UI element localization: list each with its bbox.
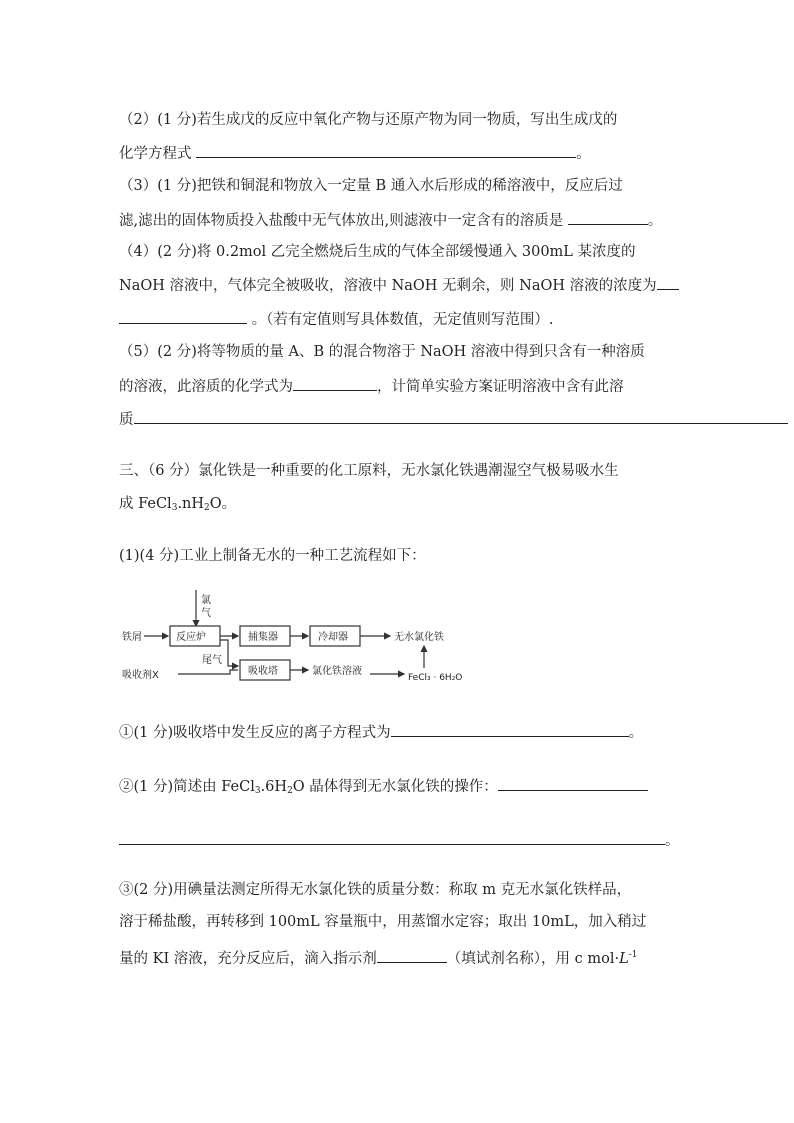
q-b-text: O 晶体得到无水氯化铁的操作：: [292, 779, 498, 795]
process-flow-diagram: [118, 588, 478, 690]
absorbent-label: 吸收剂X: [122, 670, 159, 681]
q5-line3-pre: 质: [119, 412, 134, 428]
chlorine-label-2: 气: [201, 608, 211, 619]
q-b-text: .6H: [260, 779, 288, 795]
collector-label: 捕集器: [248, 632, 278, 643]
section3-line2: [119, 494, 236, 518]
q5-answer-blank-b[interactable]: [134, 409, 788, 424]
q-b-line2-post: 。: [665, 833, 680, 849]
cooler-label: 冷却器: [318, 632, 348, 643]
absorbent-line: [178, 670, 238, 674]
q2-line2: [119, 143, 591, 164]
section3-line1: 三、（6 分）氯化铁是一种重要的化工原料，无水氯化铁遇潮湿空气极易吸水生: [119, 463, 619, 479]
q4-line1: （4）(2 分)将 0.2mol 乙完全燃烧后生成的气体全部缓慢通入 300mL 某浓度的: [119, 244, 636, 260]
formula-subscript: 3: [171, 503, 178, 513]
q5-line3: [119, 409, 788, 430]
q-a-answer-blank[interactable]: [391, 722, 629, 737]
absorption-tower-label: 吸收塔: [248, 666, 278, 677]
q-a-text: ①(1 分)吸收塔中发生反应的离子方程式为: [119, 725, 391, 741]
q4-line3-post: 。（若有定值则写具体数值，无定值则写范围）.: [251, 312, 554, 328]
q2-line2-pre: 化学方程式: [119, 146, 192, 162]
q-b-answer-blank-b[interactable]: [119, 830, 665, 845]
q4-line3: [119, 309, 553, 330]
tail-gas-arrow: [220, 640, 238, 666]
iron-scraps-label: 铁屑: [122, 632, 142, 643]
furnace-label: 反应炉: [176, 632, 206, 643]
q4-answer-blank-a[interactable]: [657, 275, 679, 290]
q-b-line1: [119, 776, 648, 801]
q-a-post: 。: [628, 725, 644, 741]
q5-line2-pre: 的溶液，此溶质的化学式为: [119, 379, 293, 395]
q5-line2: [119, 376, 624, 397]
q3-line2-pre: 滤,滤出的固体物质投入盐酸中无气体放出,则滤液中一定含有的溶质是: [119, 213, 564, 229]
q-c-unit: L: [619, 950, 629, 967]
q-b-line2: [119, 830, 680, 851]
formula-part: O。: [209, 496, 237, 512]
q-b-answer-blank-a[interactable]: [498, 776, 648, 791]
q3-answer-blank[interactable]: [568, 210, 648, 225]
formula-subscript: 3: [254, 786, 261, 796]
q-b-text: ②(1 分)简述由 FeCl: [119, 779, 255, 795]
hydrate-label: FeCl₃ · 6H₂O: [408, 673, 463, 683]
anhydrous-product-label: 无水氯化铁: [394, 632, 444, 643]
q-c-line1: ③(2 分)用碘量法测定所得无水氯化铁的质量分数：称取 m 克无水氯化铁样品，: [119, 882, 632, 898]
formula-subscript: 2: [204, 503, 210, 513]
q4-answer-blank-b[interactable]: [119, 309, 247, 324]
q2-line1: （2）(1 分)若生成戊的反应中氧化产物与还原产物为同一物质，写出生成戊的: [119, 112, 618, 128]
chlorine-label-1: 氯: [201, 595, 211, 606]
q-a-line: [119, 722, 643, 743]
q2-line2-post: 。: [576, 146, 591, 162]
tail-gas-label: 尾气: [202, 655, 222, 666]
q-c-line3: [119, 945, 638, 969]
q-c-line2: 溶于稀盐酸，再转移到 100mL 容量瓶中，用蒸馏水定容；取出 10mL，加入稍过: [119, 914, 647, 930]
ferric-chloride-solution-label: 氯化铁溶液: [312, 666, 362, 677]
q2-answer-blank[interactable]: [196, 143, 576, 158]
q3-line2: [119, 210, 662, 231]
q3-line1: （3）(1 分)把铁和铜混和物放入一定量 B 通入水后形成的稀溶液中，反应后过: [119, 178, 623, 194]
formula-part: .nH: [177, 496, 205, 512]
q-c-line3-mid: （填试剂名称），用 c mol·: [446, 950, 620, 967]
q4-line2: [119, 275, 679, 296]
q-c-answer-blank[interactable]: [377, 948, 447, 963]
q-c-line3-pre: 量的 KI 溶液，充分反应后，滴入指示剂: [119, 950, 377, 967]
q-c-unit-exponent: -1: [628, 950, 638, 960]
formula-part: 成 FeCl: [119, 496, 172, 512]
sub1-heading: (1)(4 分)工业上制备无水的一种工艺流程如下：: [119, 548, 426, 564]
q5-line1: （5）(2 分)将等物质的量 A、B 的混合物溶于 NaOH 溶液中得到只含有一种溶质: [119, 344, 645, 360]
q4-line2-text: NaOH 溶液中，气体完全被吸收，溶液中 NaOH 无剩余，则 NaOH 溶液的浓度为: [119, 278, 657, 294]
q3-line2-post: 。: [647, 213, 663, 229]
formula-subscript: 2: [287, 786, 293, 796]
q5-answer-blank-a[interactable]: [293, 376, 377, 391]
q5-line2-post: ，计简单实验方案证明溶液中含有此溶: [377, 379, 624, 395]
